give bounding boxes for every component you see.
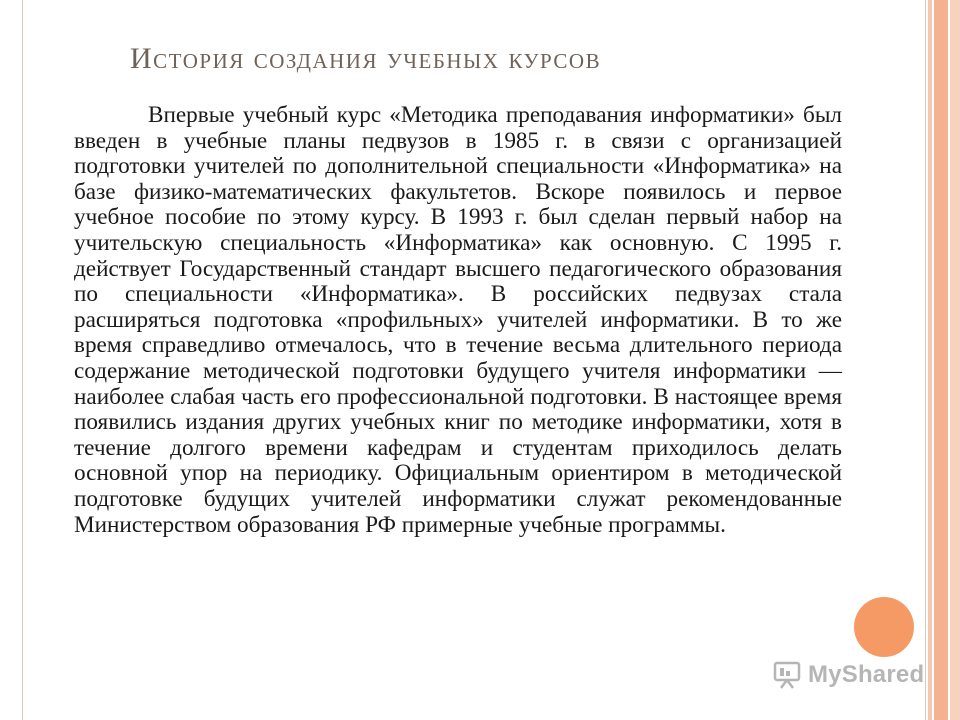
decor-circle [854, 597, 914, 657]
decor-stripe-thin [928, 0, 932, 720]
slide-body-text: Впервые учебный курс «Методика преподавания информатики» был введен в учебные планы педвузов в 1985 г. в связи с организацией подготовки учителей по дополнительной специальности «Информатика» на базе физико-математических факультетов. Вскоре появилось и первое учебное пособие по этому курсу. В 1993 г. был сделан первый набор на учительскую специальность «Информатика» как основную. С 1995 г. действует Государственный стандарт высшего педагогического образования по специальности «Информатика». В российских педвузах стала расширяться подготовка «профильных» учителей информатики. В то же время справедливо отмечалось, что в течение весьма длительного периода содержание методической подготовки будущего учителя информатики — наиболее слабая часть его профессиональной подготовки. В настоящее время появились издания других учебных книг по методике информатики, хотя в течение долгого времени кафедрам и студентам приходилось делать основной упор на периодику. Официальным ориентиром в методической подготовке будущих учителей информатики служат рекомендованные Министерством образования РФ примерные учебные программы. [74, 102, 842, 538]
watermark-text: MyShared [808, 661, 925, 688]
decor-stripe-outer [950, 0, 960, 720]
presentation-screen-icon [772, 660, 802, 690]
slide-title: История создания учебных курсов [130, 42, 602, 75]
decor-stripe-wide [934, 0, 948, 720]
watermark [772, 658, 924, 692]
